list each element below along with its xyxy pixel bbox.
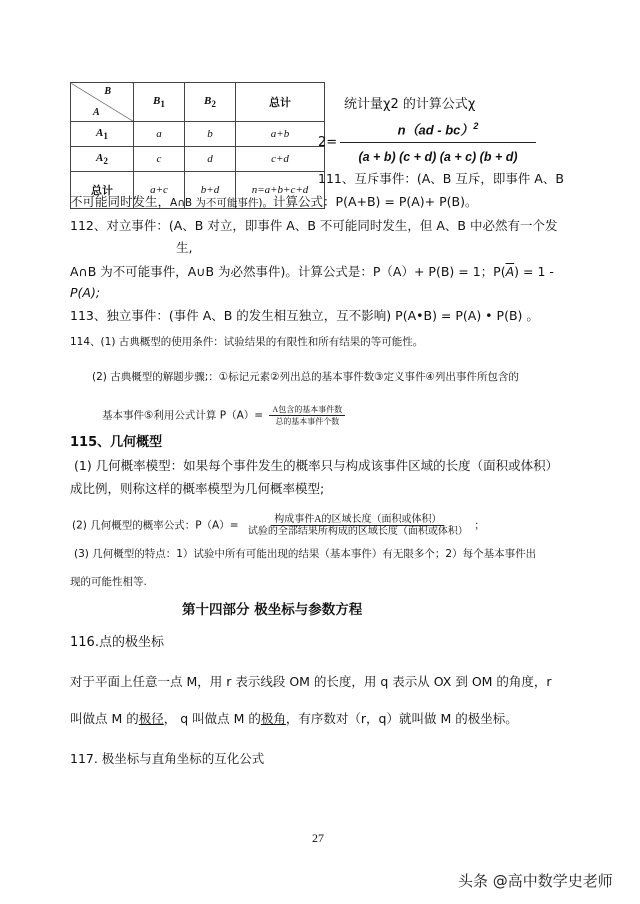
row-header-a2: $A_2$ [71, 147, 134, 172]
item-111-line1: 111、互斥事件：(A、B 互斥，即事件 A、B [318, 171, 564, 186]
row-header-a1: $A_1$ [71, 122, 134, 147]
section-title: 第十四部分 极坐标与参数方程 [182, 602, 363, 618]
item-112-line3: A∩B 为不可能事件，A∪B 为必然事件)。计算公式是：P（A）+ P(B) = 1；$P(\overline{A}) = 1$ - [70, 264, 554, 279]
term-polar-angle: 极角 [260, 711, 286, 726]
col-header-b2: $B_2$ [185, 83, 236, 122]
item-116-line2: 叫做点 M 的极径， q 叫做点 M 的极角，有序数对（r，q）就叫做 M 的极坐标。 [70, 711, 518, 726]
item-115-line4: (3) 几何概型的特点：1）试验中所有可能出现的结果（基本事件）有无限多个；2）每个基本事件出 [74, 548, 537, 560]
col-header-total: 总计 [236, 83, 325, 122]
item-115-line3: (2) 几何概型的概率公式：P（A）= $\frac{\text{构成事件A的区域长度（面积或体积）}}{\text{试验的全部结果所构成的区域长度（面积或体积）}}$ ； [72, 514, 485, 537]
table-cell: a+b [236, 122, 325, 147]
item-114-line3: 基本事件⑤利用公式计算 P（A）= $\frac{\text{A包含的基本事件数}}{\text{总的基本事件个数}}$ [102, 404, 345, 427]
watermark: 头条 @高中数学史老师 [458, 872, 613, 890]
item-113: 113、独立事件：(事件 A、B 的发生相互独立，互不影响) P(A•B) = P(A) • P(B) 。 [70, 308, 539, 323]
chi2-formula [340, 118, 536, 167]
item-116-heading: 116.点的极坐标 [70, 635, 164, 650]
chi2-denominator: (a + b) (c + d) (a + c) (b + d) [358, 150, 518, 165]
chi2-title: 统计量χ2 的计算公式χ [344, 97, 476, 112]
item-115-line5: 现的可能性相等. [70, 576, 147, 588]
chi2-numerator: n（ad - bc）$^2$ [397, 121, 479, 138]
page-number: 27 [312, 831, 324, 845]
geometric-probability-fraction: $\frac{\text{构成事件A的区域长度（面积或体积）}}{\text{试验的全部结果所构成的区域长度（面积或体积）}}$ [247, 514, 468, 537]
item-116-line1: 对于平面上任意一点 M，用 r 表示线段 OM 的长度，用 q 表示从 OX 到 OM 的角度，r [70, 674, 552, 689]
item-112-line2: 生, [176, 240, 193, 255]
item-117-heading: 117. 极坐标与直角坐标的互化公式 [70, 751, 265, 766]
table-cell: d [185, 147, 236, 172]
item-115-line1: (1) 几何概率模型：如果每个事件发生的概率只与构成该事件区域的长度（面积或体积） [74, 458, 559, 473]
chi2-lhs: 2= [318, 135, 338, 150]
item-115-line2: 成比例，则称这样的概率模型为几何概率模型; [70, 481, 325, 496]
table-cell: n=a+b+c+d [236, 172, 325, 209]
table-corner-cell [71, 83, 134, 122]
table-cell: a+c [134, 172, 185, 209]
item-114-line2: (2) 古典概型的解题步骤;：①标记元素②列出总的基本事件数③定义事件④列出事件所包含的 [92, 371, 519, 383]
term-polar-radius: 极径 [138, 711, 164, 726]
item-112-line1: 112、对立事件：(A、B 对立，即事件 A、B 不可能同时发生，但 A、B 中必然有一个发 [70, 218, 558, 233]
table-cell: c+d [236, 147, 325, 172]
item-114-line1: 114、(1) 古典概型的使用条件：试验结果的有限性和所有结果的等可能性。 [70, 336, 424, 348]
contingency-table [70, 82, 325, 209]
classical-probability-fraction: $\frac{\text{A包含的基本事件数}}{\text{总的基本事件个数}}$ [269, 404, 345, 427]
fraction-bar [340, 142, 536, 143]
table-cell: b+d [185, 172, 236, 209]
table-cell: c [134, 147, 185, 172]
col-header-b1: $B_1$ [134, 83, 185, 122]
row-header-total: 总计 [71, 172, 134, 209]
table-cell: a [134, 122, 185, 147]
item-112-line4: P(A); [70, 285, 101, 300]
item-111-line2: 不可能同时发生，A∩B 为不可能事件)。计算公式：P(A+B) = P(A)+ P(B)。 [70, 194, 478, 209]
corner-a-label: A [93, 107, 100, 118]
corner-b-label: B [104, 86, 111, 97]
item-115-heading: 115、几何概型 [70, 435, 163, 450]
table-cell: b [185, 122, 236, 147]
